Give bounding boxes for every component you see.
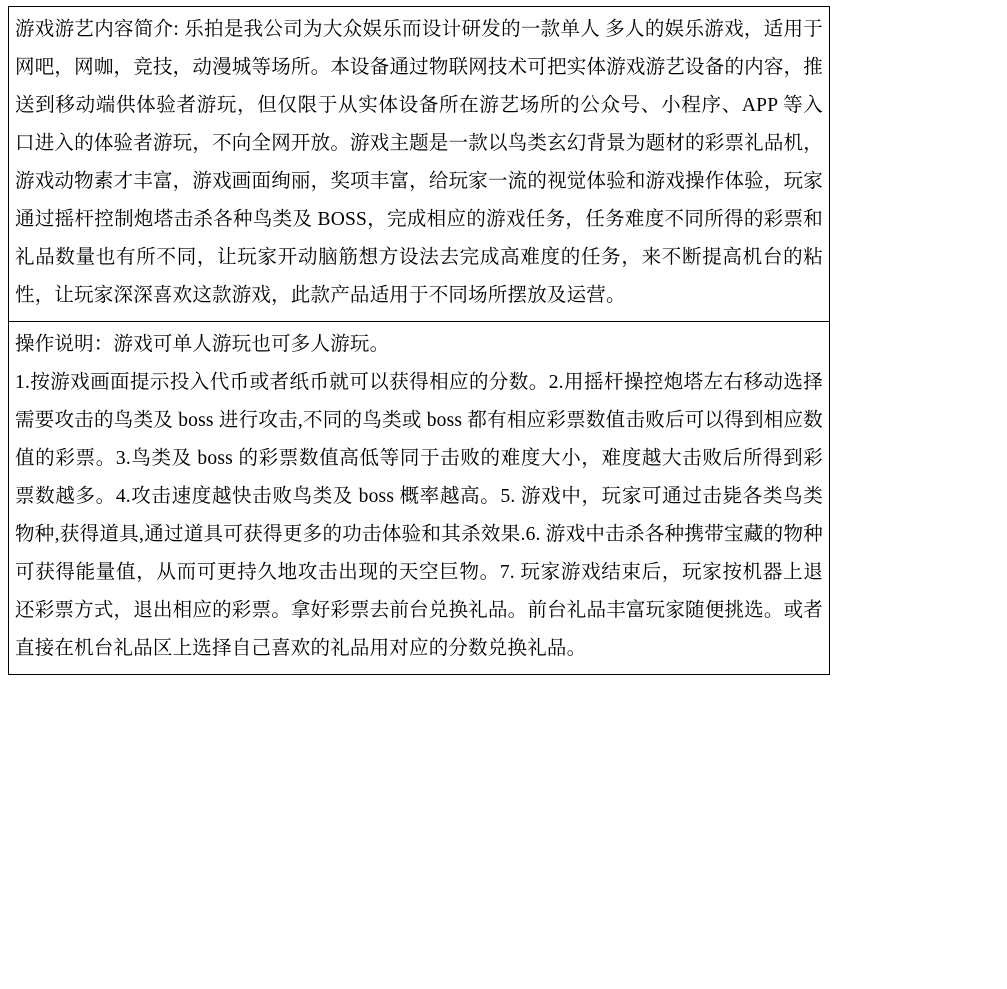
game-introduction-cell [9,7,830,322]
table-row [9,7,830,322]
operation-instructions-cell [9,322,830,675]
document-table [8,6,830,675]
operation-instructions-steps: 1.按游戏画面提示投入代币或者纸币就可以获得相应的分数。2.用摇杆操控炮塔左右移动选择需要攻击的鸟类及 boss 进行攻击,不同的鸟类或 boss 都有相应彩票数值击败后可以得到相应数值的彩票。3.鸟类及 boss 的彩票数值高低等同于击败的难度大小，难度越大击败后所得到彩票数越多。4.攻击速度越快击败鸟类及 boss 概率越高。5. 游戏中，玩家可通过击毙各类鸟类物种,获得道具,通过道具可获得更多的功击体验和其杀效果.6. 游戏中击杀各种携带宝藏的物种可获得能量值，从而可更持久地攻击出现的天空巨物。7. 玩家游戏结束后，玩家按机器上退还彩票方式，退出相应的彩票。拿好彩票去前台兑换礼品。前台礼品丰富玩家随便挑选。或者直接在机台礼品区上选择自己喜欢的礼品用对应的分数兑换礼品。 [15,372,823,659]
operation-instructions-heading: 操作说明：游戏可单人游玩也可多人游玩。 [15,334,390,355]
table-row [9,322,830,675]
game-introduction-text: 游戏游艺内容简介: 乐拍是我公司为大众娱乐而设计研发的一款单人 多人的娱乐游戏，适用于网吧，网咖，竞技，动漫城等场所。本设备通过物联网技术可把实体游戏游艺设备的内容，推送到移动端供体验者游玩，但仅限于从实体设备所在游艺场所的公众号、小程序、APP 等入口进入的体验者游玩，不向全网开放。游戏主题是一款以鸟类玄幻背景为题材的彩票礼品机，游戏动物素才丰富，游戏画面绚丽，奖项丰富，给玩家一流的视觉体验和游戏操作体验，玩家通过摇杆控制炮塔击杀各种鸟类及 BOSS，完成相应的游戏任务，任务难度不同所得的彩票和礼品数量也有所不同，让玩家开动脑筋想方设法去完成高难度的任务，来不断提高机台的粘性，让玩家深深喜欢这款游戏，此款产品适用于不同场所摆放及运营。 [15,19,823,306]
